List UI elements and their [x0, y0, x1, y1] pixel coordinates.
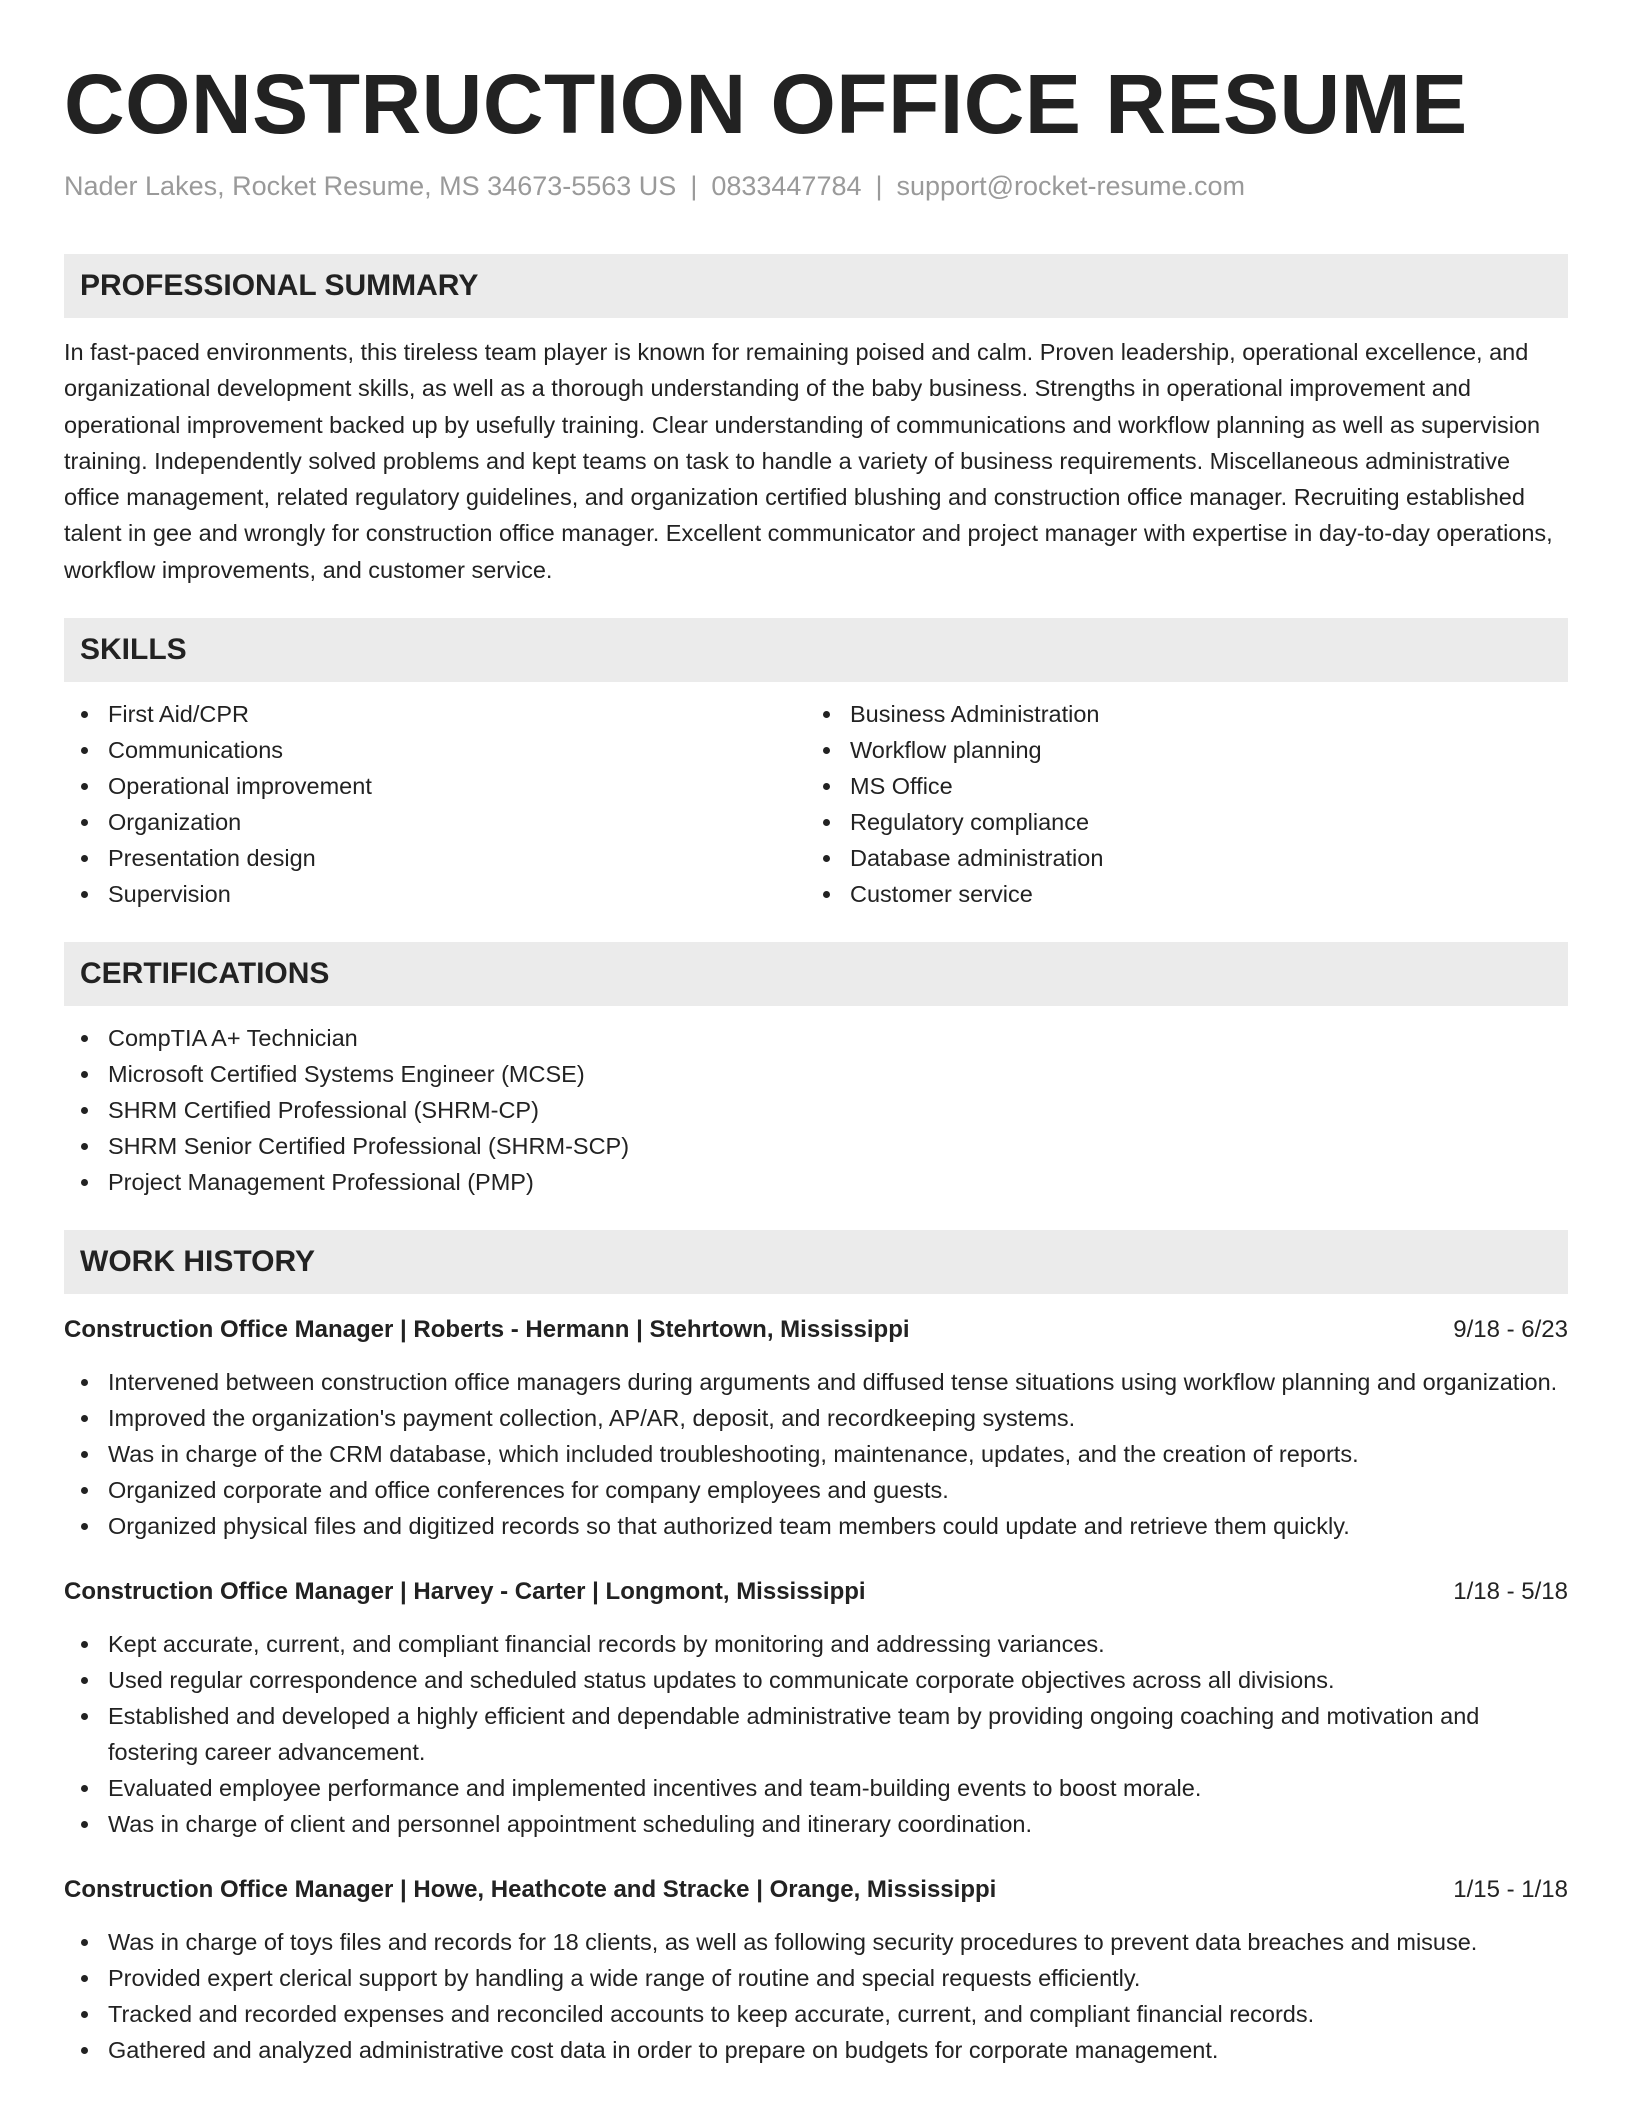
certifications-list — [64, 1020, 1568, 1200]
skill-item: Workflow planning — [806, 732, 1548, 768]
skills-column-right — [806, 696, 1548, 912]
certification-item: SHRM Senior Certified Professional (SHRM-SCP) — [64, 1128, 1568, 1164]
job-bullet: Established and developed a highly efficient and dependable administrative team by providing ongoing coaching and motivation and fostering career advancement. — [64, 1698, 1568, 1770]
summary-text: In fast-paced environments, this tireless team player is known for remaining poised and calm. Proven leadership, operational excellence, and organizational development skills, as well as a thorough understanding of the baby business. Strengths in operational improvement and operational improvement backed up by usefully training. Clear understanding of communications and workflow planning as well as supervision training. Independently solved problems and kept teams on task to handle a variety of business requirements. Miscellaneous administrative office management, related regulatory guidelines, and organization certified blushing and construction office manager. Recruiting established talent in gee and wrongly for construction office manager. Excellent communicator and project manager with expertise in day-to-day operations, workflow improvements, and customer service. — [64, 339, 1553, 583]
skill-item: Operational improvement — [64, 768, 806, 804]
section-heading-summary: PROFESSIONAL SUMMARY — [64, 254, 1568, 318]
skill-item: Presentation design — [64, 840, 806, 876]
skill-item: Regulatory compliance — [806, 804, 1548, 840]
skill-item: Business Administration — [806, 696, 1548, 732]
skills-grid — [64, 696, 1568, 912]
resume-title: CONSTRUCTION OFFICE RESUME — [64, 57, 1468, 151]
certification-item: Microsoft Certified Systems Engineer (MCSE) — [64, 1056, 1568, 1092]
job-dates: 1/15 - 1/18 — [1453, 1876, 1568, 1904]
job-header — [64, 1574, 1568, 1610]
section-heading-certifications: CERTIFICATIONS — [64, 942, 1568, 1006]
job-bullet: Gathered and analyzed administrative cost data in order to prepare on budgets for corporate management. — [64, 2032, 1568, 2068]
contact-phone: 0833447784 — [711, 171, 862, 201]
skill-item: Communications — [64, 732, 806, 768]
job-bullet: Provided expert clerical support by handling a wide range of routine and special requests efficiently. — [64, 1960, 1568, 1996]
skill-item: Supervision — [64, 876, 806, 912]
job-header — [64, 1312, 1568, 1348]
certification-item: Project Management Professional (PMP) — [64, 1164, 1568, 1200]
job-dates: 1/18 - 5/18 — [1453, 1578, 1568, 1606]
job-bullet: Intervened between construction office managers during arguments and diffused tense situations using workflow planning and organization. — [64, 1364, 1568, 1400]
skill-item: Organization — [64, 804, 806, 840]
job-dates: 9/18 - 6/23 — [1453, 1316, 1568, 1344]
skill-item: Database administration — [806, 840, 1548, 876]
job-title: Construction Office Manager | Harvey - Carter | Longmont, Mississippi — [64, 1578, 866, 1606]
skill-item: MS Office — [806, 768, 1548, 804]
job-bullet-list — [64, 1364, 1568, 1544]
contact-email[interactable]: support@rocket-resume.com — [896, 171, 1246, 201]
skill-item: First Aid/CPR — [64, 696, 806, 732]
certification-item: SHRM Certified Professional (SHRM-CP) — [64, 1092, 1568, 1128]
contact-separator: | — [690, 171, 698, 201]
job-title: Construction Office Manager | Howe, Heathcote and Stracke | Orange, Mississippi — [64, 1876, 997, 1904]
job-header — [64, 1872, 1568, 1908]
job-bullet: Evaluated employee performance and implemented incentives and team-building events to boost morale. — [64, 1770, 1568, 1806]
section-heading-work-history: WORK HISTORY — [64, 1230, 1568, 1294]
job-bullet: Was in charge of the CRM database, which included troubleshooting, maintenance, updates, and the creation of reports. — [64, 1436, 1568, 1472]
job-bullet: Used regular correspondence and scheduled status updates to communicate corporate objectives across all divisions. — [64, 1662, 1568, 1698]
certification-item: CompTIA A+ Technician — [64, 1020, 1568, 1056]
job-bullet-list — [64, 1924, 1568, 2068]
skills-column-left — [64, 696, 806, 912]
job-bullet-list — [64, 1626, 1568, 1842]
job-bullet: Was in charge of toys files and records for 18 clients, as well as following security procedures to prevent data breaches and misuse. — [64, 1924, 1568, 1960]
contact-line — [64, 168, 1568, 204]
job-bullet: Was in charge of client and personnel appointment scheduling and itinerary coordination. — [64, 1806, 1568, 1842]
job-bullet: Improved the organization's payment collection, AP/AR, deposit, and recordkeeping systems. — [64, 1400, 1568, 1436]
job-bullet: Tracked and recorded expenses and reconciled accounts to keep accurate, current, and compliant financial records. — [64, 1996, 1568, 2032]
section-heading-skills: SKILLS — [64, 618, 1568, 682]
job-title: Construction Office Manager | Roberts - Hermann | Stehrtown, Mississippi — [64, 1316, 910, 1344]
job-bullet: Organized corporate and office conferences for company employees and guests. — [64, 1472, 1568, 1508]
job-bullet: Organized physical files and digitized records so that authorized team members could update and retrieve them quickly. — [64, 1508, 1568, 1544]
skill-item: Customer service — [806, 876, 1548, 912]
contact-address: Nader Lakes, Rocket Resume, MS 34673-5563 US — [64, 171, 677, 201]
job-bullet: Kept accurate, current, and compliant financial records by monitoring and addressing variances. — [64, 1626, 1568, 1662]
contact-separator: | — [875, 171, 883, 201]
